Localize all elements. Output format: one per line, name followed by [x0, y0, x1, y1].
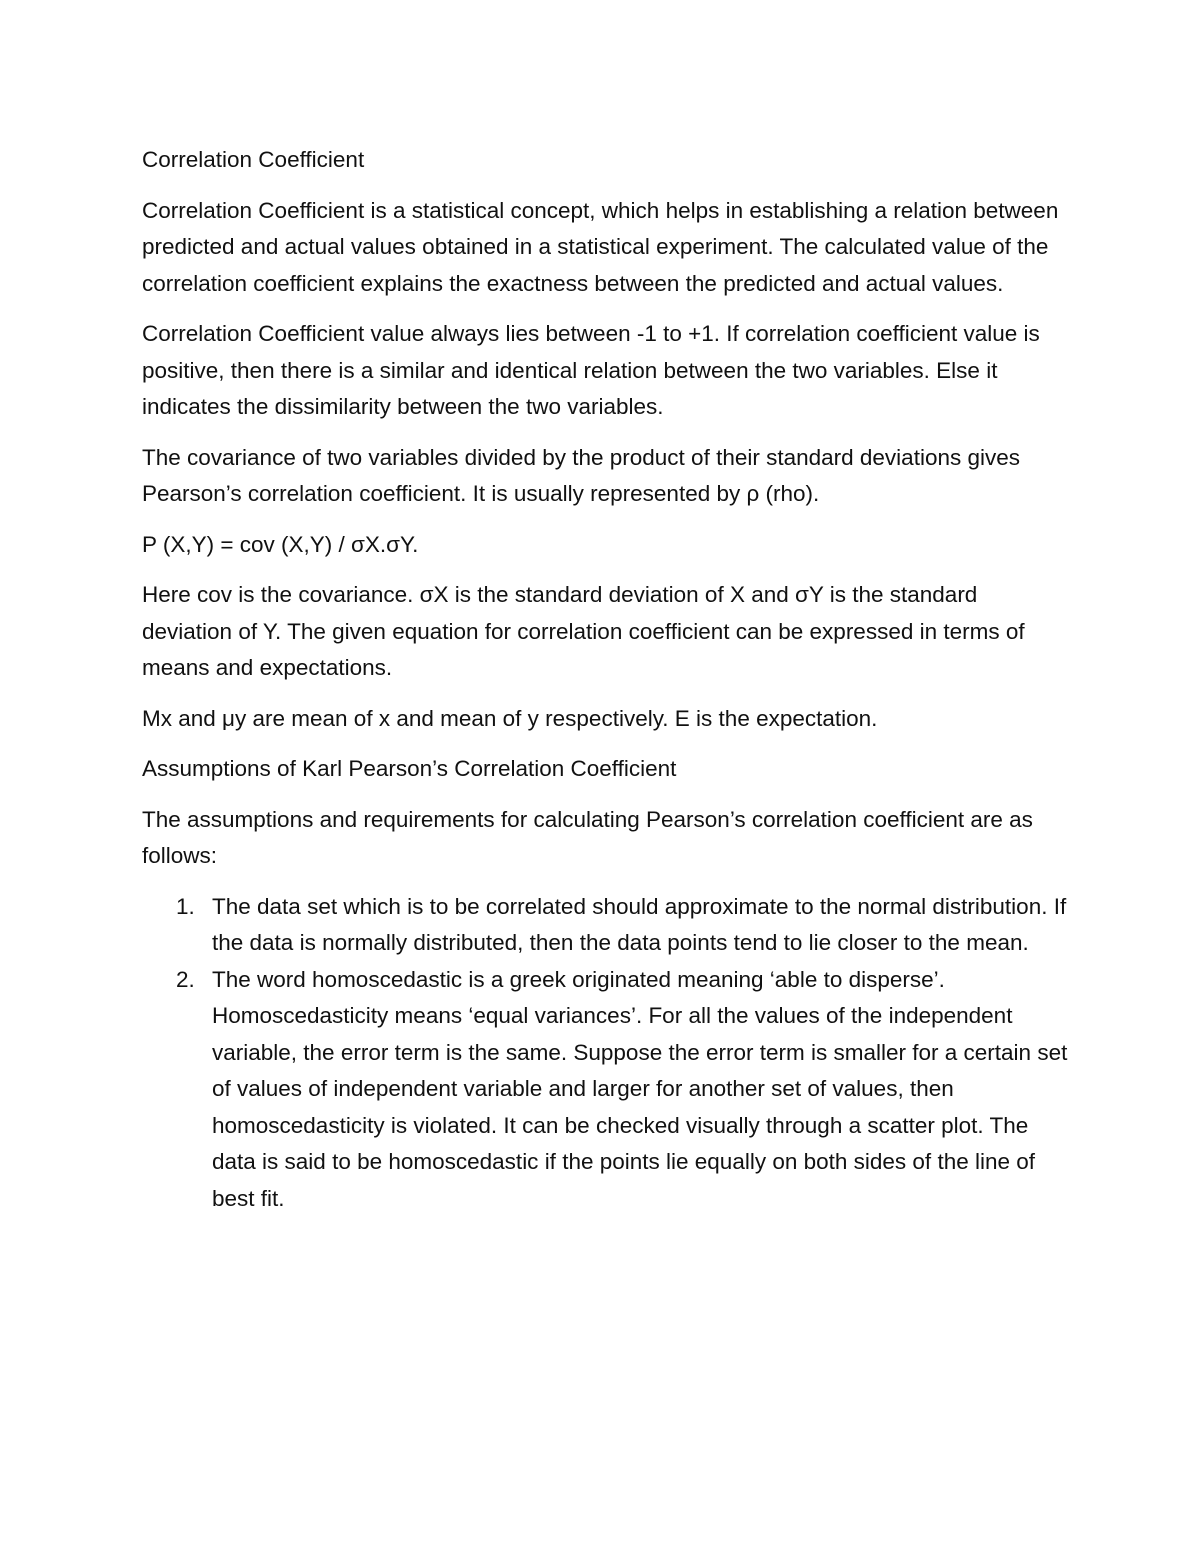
list-item-number: 2. [176, 966, 195, 992]
paragraph-intro: The assumptions and requirements for calculating Pearson’s correlation coefficient are as follows: [142, 806, 1033, 868]
paragraph-pearson: The covariance of two variables divided by the product of their standard deviations gives Pearson’s correlation coefficient. It is usually represented by ρ (rho). [142, 444, 1020, 506]
document-title: Correlation Coefficient [142, 147, 365, 172]
list-item [142, 962, 1072, 1218]
formula: P (X,Y) = cov (X,Y) / σX.σY. [142, 531, 419, 557]
paragraph-means: Mx and μy are mean of x and mean of y respectively. E is the expectation. [142, 705, 878, 731]
list-item-number: 1. [176, 893, 195, 919]
paragraph-explanation: Here cov is the covariance. σX is the standard deviation of X and σY is the standard deviation of Y. The given equation for correlation coefficient can be expressed in terms of means and expectations. [142, 582, 1025, 680]
document-page [142, 142, 1072, 1217]
section-heading: Assumptions of Karl Pearson’s Correlation Coefficient [142, 756, 677, 781]
paragraph-range: Correlation Coefficient value always lies between -1 to +1. If correlation coefficient value is positive, then there is a similar and identical relation between the two variables. Else it indicates the dissimilarity between the two variables. [142, 321, 1040, 419]
list-item [142, 889, 1072, 962]
list-item-text: The word homoscedastic is a greek originated meaning ‘able to disperse’. Homoscedasticity means ‘equal variances’. For all the values of the independent variable, the error term is the same. Suppose the error term is smaller for a certain set of values of independent variable and larger for another set of values, then homoscedasticity is violated. It can be checked visually through a scatter plot. The data is said to be homoscedastic if the points lie equally on both sides of the line of best fit. [212, 966, 1068, 1211]
paragraph-definition: Correlation Coefficient is a statistical concept, which helps in establishing a relation between predicted and actual values obtained in a statistical experiment. The calculated value of the correlation coefficient explains the exactness between the predicted and actual values. [142, 197, 1059, 296]
list-item-text: The data set which is to be correlated should approximate to the normal distribution. If the data is normally distributed, then the data points tend to lie closer to the mean. [212, 893, 1067, 955]
assumptions-list [142, 889, 1072, 1218]
